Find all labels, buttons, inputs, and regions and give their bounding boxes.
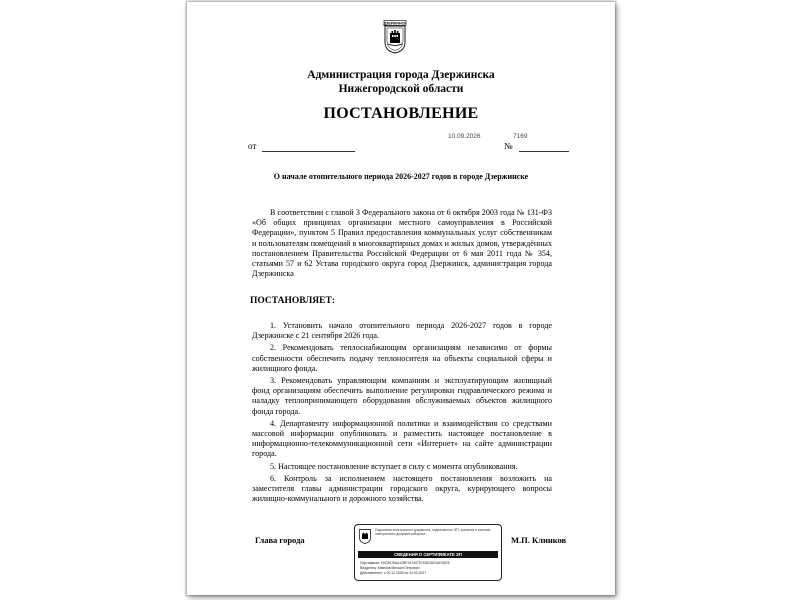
certificate-header: СВЕДЕНИЯ О СЕРТИФИКАТЕ ЭП bbox=[358, 551, 498, 558]
certificate-validity: Действителен: с 20.12.2025 по 24.03.2027 bbox=[360, 571, 427, 575]
preamble-paragraph: В соответствии с главой 3 Федерального закона от 6 октября 2003 года № 131-ФЗ «Об общих принципах организации местного самоуправления в Российской Федерации», пунктом 5 Правил предоставления коммунальных услуг собственникам и пользователям помещений в многоквартирных домах и жилых домов, утверждённых постановлением Правительства Российской Федерации от 6 мая 2011 года № 354, статьями 57 и 62 Устава городского округа город Дзержинск, администрация города Дзержинска bbox=[252, 208, 552, 279]
resolution-item: 5. Настоящее постановление вступает в силу с момента опубликования. bbox=[270, 461, 518, 471]
signatory-position: Глава города bbox=[255, 535, 305, 545]
emblem-label: ДЗЕРЖИНСК bbox=[383, 21, 407, 26]
signature-note: Подлинник электронного документа, подписанного ЭП, хранится в системе электронного документооборота bbox=[375, 528, 491, 537]
certificate-serial: Сертификат: 00C9676AA12BF247407071B2C823AF4DE5 bbox=[360, 561, 450, 565]
resolution-item: 1. Установить начало отопительного периода 2026-2027 годов в городе Дзержинске с 21 сентября 2026 года. bbox=[252, 321, 552, 341]
document-subject: О начале отопительного периода 2026-2027 годов в городе Дзержинске bbox=[273, 172, 529, 181]
resolution-item: 6. Контроль за исполнением настоящего постановления возложить на заместителя главы администрации городского округа, курирующего вопросы жилищно-коммунального и дорожного хозяйства. bbox=[252, 473, 552, 504]
resolution-item: 4. Департаменту информационной политики и взаимодействия со средствами массовой информации опубликовать и разместить настоящее постановление в информационно-телекоммуникационной сети «Интернет» на сайте администрации города. bbox=[252, 418, 552, 459]
resolves-heading: ПОСТАНОВЛЯЕТ: bbox=[250, 296, 336, 306]
organization-name: Администрация города Дзержинска bbox=[307, 69, 495, 81]
city-coat-of-arms-icon bbox=[383, 20, 407, 54]
date-label: от bbox=[248, 141, 257, 151]
number-label: № bbox=[504, 141, 513, 151]
resolution-items bbox=[252, 321, 552, 506]
signatory-name: М.П. Клинков bbox=[511, 535, 567, 545]
document-page bbox=[187, 2, 615, 595]
document-type-title: ПОСТАНОВЛЕНИЕ bbox=[323, 105, 479, 122]
coat-of-arms-icon bbox=[359, 529, 371, 544]
digital-signature-stamp bbox=[354, 524, 502, 581]
document-number: 7169 bbox=[513, 133, 528, 140]
date-underline bbox=[262, 151, 355, 152]
resolution-item: 2. Рекомендовать теплоснабжающим организациям независимо от формы собственности обеспечить подачу теплоносителя на объекты социальной сферы и жилищного фонда. bbox=[252, 343, 552, 373]
certificate-owner: Владелец: Клинков Михаил Петрович bbox=[360, 566, 420, 570]
document-date: 10.09.2026 bbox=[448, 133, 481, 140]
number-underline bbox=[519, 151, 569, 152]
organization-region: Нижегородской области bbox=[338, 83, 464, 95]
resolution-item: 3. Рекомендовать управляющим компаниям и эксплуатирующим жилищный фонд организациям обеспечить выполнение регулировки гидравлического режима и наладку теплопринимающего оборудования обслуживаемых объектов жилищного фонда города. bbox=[252, 376, 552, 416]
